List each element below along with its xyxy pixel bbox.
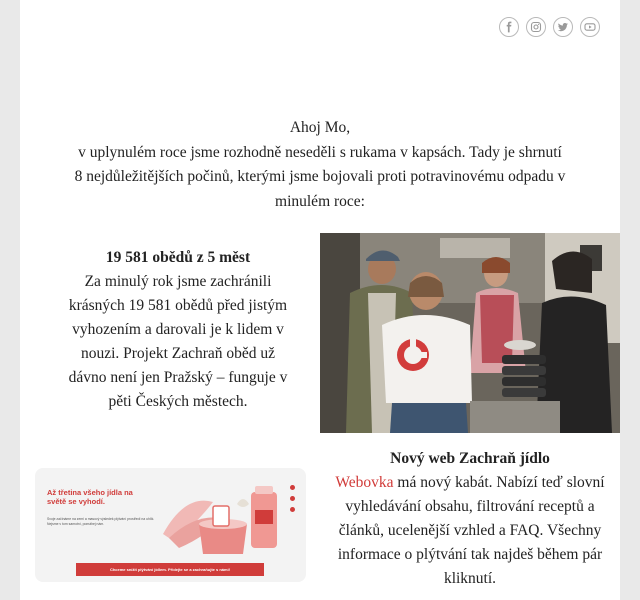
twitter-link[interactable] (553, 17, 573, 37)
instagram-link[interactable] (526, 17, 546, 37)
intro-line: minulém roce: (275, 192, 365, 210)
lunches-text: Za minulý rok jsme zachránili krásných 19 581 obědů před jistým vyhozením a darovali je k lidem v nouzi. Projekt Zachraň oběd už dávno není jen Pražský – funguje v pěti Českých městech. (68, 273, 288, 410)
volunteers-photo (320, 233, 620, 433)
lunches-section (66, 246, 290, 414)
intro-text (20, 116, 620, 214)
food-illustration-icon (155, 484, 285, 560)
banner-headline: Až třetina všeho jídla na světě se vyhodí. (47, 488, 133, 506)
lunches-title: 19 581 obědů z 5 měst (105, 249, 251, 266)
social-links (499, 17, 600, 37)
new-web-title: Nový web Zachraň jídlo (390, 450, 550, 467)
new-web-section (328, 447, 612, 591)
youtube-icon (584, 21, 596, 33)
greeting: Ahoj Mo, (289, 119, 351, 136)
twitter-icon (557, 21, 569, 33)
facebook-link[interactable] (499, 17, 519, 37)
banner-small-text: Svoje začínáme na zemi a masový výsledek plýtvání prostředí na uhlík. Nejsme v tom samotní, pomáhej nám. (47, 517, 155, 526)
website-link[interactable]: Webovka (335, 474, 394, 491)
new-web-description: má nový kabát. Nabízí teď slovní vyhledávání obsahu, filtrování receptů a článků, ucelenější vzhled a FAQ. Všechny informace o plýtvání tak najdeš během pár kliknutí. (337, 474, 605, 587)
newsletter-card (20, 0, 620, 600)
new-web-text (328, 471, 612, 591)
intro-line: v uplynulém roce jsme rozhodně neseděli s rukama v kapsách. Tady je shrnutí (78, 143, 562, 161)
facebook-icon (503, 21, 515, 33)
banner-social-dots (290, 485, 296, 518)
youtube-link[interactable] (580, 17, 600, 37)
intro-line: 8 nejdůležitějších počinů, kterými jsme bojovali proti potravinovému odpadu v (74, 168, 566, 185)
instagram-icon (530, 21, 542, 33)
banner-cta[interactable]: Chceme snížit plýtvání jídlem. Přidejte se a zachraňujte s námi! (76, 563, 264, 576)
food-waste-banner[interactable] (35, 468, 306, 582)
